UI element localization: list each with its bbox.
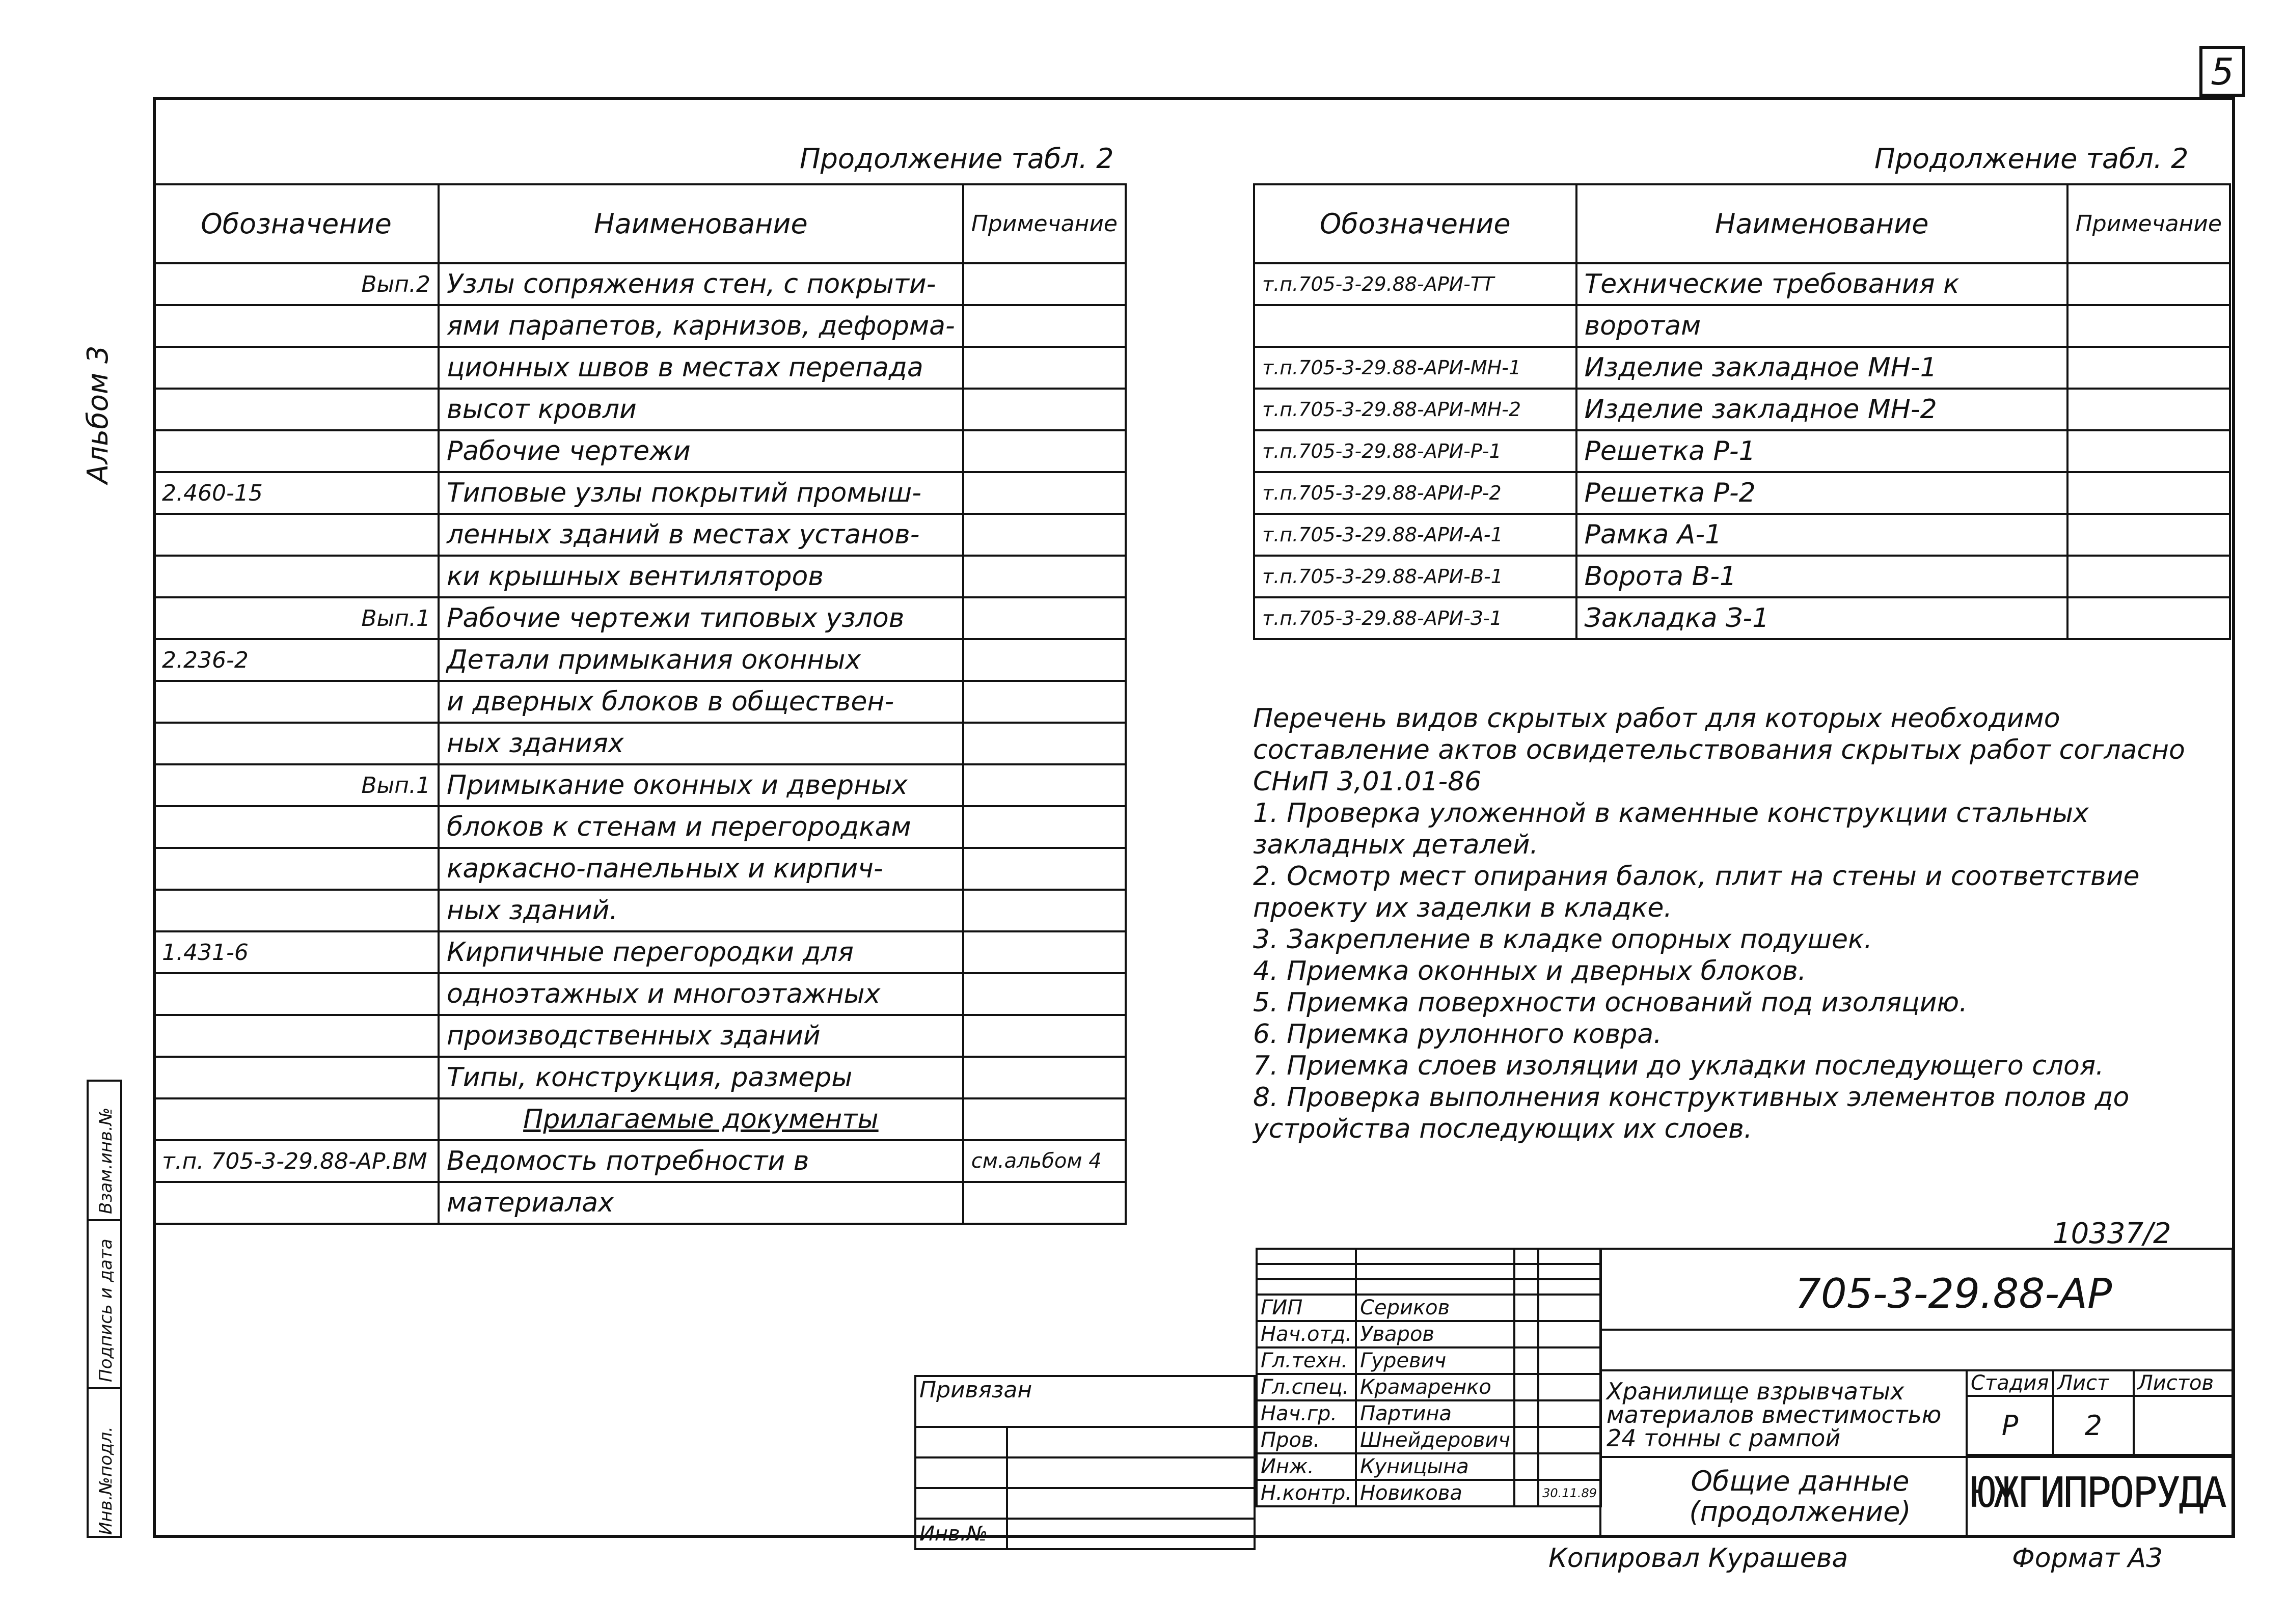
notes-item: 4. Приемка оконных и дверных блоков. <box>1253 956 1807 986</box>
name-cell: Изделие закладное МН-1 <box>1576 347 2067 389</box>
staff-row <box>1257 1295 1601 1321</box>
side-label-sign: Подпись и дата <box>96 1238 116 1382</box>
staff-role: Гл.техн. <box>1257 1347 1356 1374</box>
designation-cell: 1.431-6 <box>154 931 439 973</box>
table-row <box>154 263 1126 305</box>
note-cell <box>2067 305 2230 347</box>
table-row <box>154 1182 1126 1224</box>
signature-cell <box>1514 1453 1538 1480</box>
table-row <box>154 556 1126 597</box>
designation-cell <box>154 1015 439 1057</box>
staff-role: ГИП <box>1257 1295 1356 1321</box>
staff-name: Партина <box>1356 1400 1514 1427</box>
name-cell: Прилагаемые документы <box>439 1098 963 1140</box>
notes-item: 5. Приемка поверхности оснований под изоляцию. <box>1253 987 1968 1018</box>
page-number: 5 <box>2199 46 2245 97</box>
name-cell: Рамка А-1 <box>1576 514 2067 556</box>
designation-cell: т.п.705-3-29.88-АРИ-Р-1 <box>1254 430 1576 472</box>
note-cell <box>963 389 1126 430</box>
notes-item: 6. Приемка рулонного ковра. <box>1253 1019 1662 1050</box>
note-cell <box>963 639 1126 681</box>
designation-cell <box>154 556 439 597</box>
designation-cell: т.п.705-3-29.88-АРИ-З-1 <box>1254 597 1576 639</box>
notes-item: 3. Закрепление в кладке опорных подушек. <box>1253 924 1872 955</box>
note-cell <box>963 347 1126 389</box>
name-cell: Решетка Р-1 <box>1576 430 2067 472</box>
right-table <box>1253 183 2231 640</box>
note-cell <box>963 514 1126 556</box>
designation-cell <box>154 514 439 556</box>
designation-cell: т.п.705-3-29.88-АРИ-МН-1 <box>1254 347 1576 389</box>
name-cell: блоков к стенам и перегородкам <box>439 806 963 848</box>
col-header-designation: Обозначение <box>1254 184 1576 263</box>
date-cell <box>1538 1453 1601 1480</box>
staff-name: Гуревич <box>1356 1347 1514 1374</box>
designation-cell: Вып.2 <box>154 263 439 305</box>
staff-row <box>1257 1321 1601 1347</box>
name-cell: Ворота В-1 <box>1576 556 2067 597</box>
staff-role: Н.контр. <box>1257 1480 1356 1506</box>
table-row <box>154 472 1126 514</box>
staff-role: Инж. <box>1257 1453 1356 1480</box>
name-cell: Узлы сопряжения стен, с покрыти- <box>439 263 963 305</box>
note-cell <box>963 305 1126 347</box>
table-row <box>154 806 1126 848</box>
date-cell: 30.11.89 <box>1538 1480 1601 1506</box>
name-cell: Изделие закладное МН-2 <box>1576 389 2067 430</box>
table-row <box>154 347 1126 389</box>
table-row <box>1254 305 2230 347</box>
right-table-caption: Продолжение табл. 2 <box>1874 143 2189 175</box>
designation-cell <box>154 305 439 347</box>
designation-cell <box>154 973 439 1015</box>
sheet-header: Лист <box>2053 1370 2134 1396</box>
table-row <box>1254 430 2230 472</box>
designation-cell <box>154 430 439 472</box>
table-row <box>154 430 1126 472</box>
notes-item: 1. Проверка уложенной в каменные конструкции стальных закладных деталей. <box>1253 798 2089 860</box>
note-cell <box>2067 472 2230 514</box>
paper-format: Формат А3 <box>2012 1543 2163 1574</box>
staff-row <box>1257 1480 1601 1506</box>
table-row <box>154 1098 1126 1140</box>
name-cell: Ведомость потребности в <box>439 1140 963 1182</box>
staff-name: Сериков <box>1356 1295 1514 1321</box>
table-row <box>154 764 1126 806</box>
notes-item: 7. Приемка слоев изоляции до укладки последующего слоя. <box>1253 1051 2104 1081</box>
name-cell: ленных зданий в местах установ- <box>439 514 963 556</box>
name-cell: Детали примыкания оконных <box>439 639 963 681</box>
name-cell: ных зданиях <box>439 723 963 764</box>
designation-cell: т.п.705-3-29.88-АРИ-ТТ <box>1254 263 1576 305</box>
note-cell <box>963 472 1126 514</box>
note-cell <box>2067 514 2230 556</box>
table-row <box>1254 389 2230 430</box>
table-row <box>154 848 1126 890</box>
designation-cell <box>154 890 439 931</box>
note-cell <box>2067 556 2230 597</box>
name-cell: Решетка Р-2 <box>1576 472 2067 514</box>
name-cell: материалах <box>439 1182 963 1224</box>
sheets-value <box>2134 1396 2233 1455</box>
date-cell <box>1538 1427 1601 1453</box>
designation-cell <box>154 723 439 764</box>
note-cell <box>963 1057 1126 1098</box>
staff-name: Шнейдерович <box>1356 1427 1514 1453</box>
designation-cell <box>154 389 439 430</box>
note-cell <box>963 1015 1126 1057</box>
designation-cell: 2.236-2 <box>154 639 439 681</box>
name-cell: одноэтажных и многоэтажных <box>439 973 963 1015</box>
binding-label: Привязан <box>915 1376 1255 1427</box>
table-row <box>154 514 1126 556</box>
note-cell <box>963 1182 1126 1224</box>
staff-name: Новикова <box>1356 1480 1514 1506</box>
designation-cell: Вып.1 <box>154 597 439 639</box>
name-cell: Типовые узлы покрытий промыш- <box>439 472 963 514</box>
stage-header: Стадия <box>1967 1370 2053 1396</box>
designation-cell: т.п.705-3-29.88-АРИ-МН-2 <box>1254 389 1576 430</box>
staff-row <box>1257 1427 1601 1453</box>
note-cell <box>963 723 1126 764</box>
sheet-ref: 10337/2 <box>2053 1217 2171 1250</box>
left-table-caption: Продолжение табл. 2 <box>800 143 1114 175</box>
staff-role: Нач.отд. <box>1257 1321 1356 1347</box>
table-row <box>154 305 1126 347</box>
table-row <box>154 389 1126 430</box>
note-cell <box>963 890 1126 931</box>
table-row <box>154 1140 1126 1182</box>
sheets-header: Листов <box>2134 1370 2233 1396</box>
name-cell: Типы, конструкция, размеры <box>439 1057 963 1098</box>
sheet-info <box>1966 1369 2234 1456</box>
name-cell: высот кровли <box>439 389 963 430</box>
table-row <box>1254 556 2230 597</box>
table-row <box>1254 514 2230 556</box>
table-row <box>154 890 1126 931</box>
designation-cell: т.п.705-3-29.88-АРИ-Р-2 <box>1254 472 1576 514</box>
copied-by: Копировал Курашева <box>1548 1543 1848 1574</box>
designation-cell <box>154 848 439 890</box>
name-cell: воротам <box>1576 305 2067 347</box>
designation-cell: т.п. 705-3-29.88-АР.ВМ <box>154 1140 439 1182</box>
note-cell <box>963 973 1126 1015</box>
col-header-note: Примечание <box>963 184 1126 263</box>
note-cell <box>2067 430 2230 472</box>
note-cell <box>963 597 1126 639</box>
signature-cell <box>1514 1374 1538 1400</box>
date-cell <box>1538 1295 1601 1321</box>
staff-row <box>1257 1347 1601 1374</box>
name-cell: ями парапетов, карнизов, деформа- <box>439 305 963 347</box>
designation-cell <box>154 681 439 723</box>
name-cell: ных зданий. <box>439 890 963 931</box>
table-row <box>154 723 1126 764</box>
designation-cell: т.п.705-3-29.88-АРИ-А-1 <box>1254 514 1576 556</box>
table-row <box>1254 263 2230 305</box>
table-row <box>154 973 1126 1015</box>
signature-cell <box>1514 1347 1538 1374</box>
date-cell <box>1538 1374 1601 1400</box>
date-cell <box>1538 1347 1601 1374</box>
inv-label: Инв.№ <box>915 1519 1007 1549</box>
left-table <box>153 183 1127 1225</box>
signature-cell <box>1514 1427 1538 1453</box>
notes-intro: Перечень видов скрытых работ для которых необходимо составление актов освидетельствования скрытых работ согласно СНиП 3,01.01-86 <box>1253 703 2185 797</box>
signature-cell <box>1514 1400 1538 1427</box>
note-cell: см.альбом 4 <box>963 1140 1126 1182</box>
title-block <box>1599 1248 2234 1538</box>
name-cell: каркасно-панельных и кирпич- <box>439 848 963 890</box>
note-cell <box>963 263 1126 305</box>
name-cell: ки крышных вентиляторов <box>439 556 963 597</box>
staff-role: Нач.гр. <box>1257 1400 1356 1427</box>
stage-value: Р <box>1967 1396 2053 1455</box>
name-cell: Рабочие чертежи <box>439 430 963 472</box>
staff-row <box>1257 1453 1601 1480</box>
note-cell <box>2067 263 2230 305</box>
binding-block <box>914 1375 1256 1550</box>
signature-cell <box>1514 1480 1538 1506</box>
side-label-inv: Инв.№подл. <box>96 1426 116 1535</box>
table-row <box>154 931 1126 973</box>
name-cell: Технические требования к <box>1576 263 2067 305</box>
staff-role: Гл.спец. <box>1257 1374 1356 1400</box>
designation-cell <box>154 1098 439 1140</box>
designation-cell <box>154 806 439 848</box>
sheet-value: 2 <box>2053 1396 2134 1455</box>
sheet-title: Общие данные (продолжение) <box>1689 1465 1911 1528</box>
staff-name: Крамаренко <box>1356 1374 1514 1400</box>
note-cell <box>2067 389 2230 430</box>
note-cell <box>963 430 1126 472</box>
col-header-name: Наименование <box>439 184 963 263</box>
project-title: Хранилище взрывчатых материалов вместимостью 24 тонны с рампой <box>1607 1378 1942 1452</box>
hidden-works-list <box>1253 703 2200 1145</box>
date-cell <box>1538 1321 1601 1347</box>
signature-cell <box>1514 1321 1538 1347</box>
table-row <box>1254 472 2230 514</box>
col-header-name: Наименование <box>1576 184 2067 263</box>
name-cell: Закладка З-1 <box>1576 597 2067 639</box>
note-cell <box>963 764 1126 806</box>
note-cell <box>2067 597 2230 639</box>
side-label-replace: Взам.инв.№ <box>96 1107 116 1214</box>
staff-name: Куницына <box>1356 1453 1514 1480</box>
staff-row <box>1257 1400 1601 1427</box>
name-cell: производственных зданий <box>439 1015 963 1057</box>
signature-cell <box>1514 1295 1538 1321</box>
album-label: Альбом 3 <box>81 345 115 484</box>
designation-cell <box>154 1057 439 1098</box>
signatures-block <box>1256 1248 1602 1507</box>
table-row <box>1254 597 2230 639</box>
table-row <box>154 1057 1126 1098</box>
table-row <box>154 681 1126 723</box>
name-cell: ционных швов в местах перепада <box>439 347 963 389</box>
col-header-designation: Обозначение <box>154 184 439 263</box>
note-cell <box>2067 347 2230 389</box>
table-row <box>154 1015 1126 1057</box>
doc-code: 705-3-29.88-АР <box>1795 1270 2112 1317</box>
table-row <box>154 639 1126 681</box>
note-cell <box>963 931 1126 973</box>
designation-cell: Вып.1 <box>154 764 439 806</box>
designation-cell: 2.460-15 <box>154 472 439 514</box>
staff-name: Уваров <box>1356 1321 1514 1347</box>
designation-cell <box>154 1182 439 1224</box>
date-cell <box>1538 1400 1601 1427</box>
designation-cell: т.п.705-3-29.88-АРИ-В-1 <box>1254 556 1576 597</box>
designation-cell <box>1254 305 1576 347</box>
name-cell: Рабочие чертежи типовых узлов <box>439 597 963 639</box>
staff-row <box>1257 1374 1601 1400</box>
name-cell: и дверных блоков в обществен- <box>439 681 963 723</box>
org-name: ЮЖГИПРОРУДА <box>1971 1469 2225 1517</box>
side-stamp <box>87 1080 122 1538</box>
note-cell <box>963 806 1126 848</box>
note-cell <box>963 848 1126 890</box>
notes-item: 8. Проверка выполнения конструктивных элементов полов до устройства последующих их слоев. <box>1253 1082 2130 1144</box>
note-cell <box>963 556 1126 597</box>
name-cell: Примыкание оконных и дверных <box>439 764 963 806</box>
staff-role: Пров. <box>1257 1427 1356 1453</box>
table-row <box>154 597 1126 639</box>
designation-cell <box>154 347 439 389</box>
note-cell <box>963 1098 1126 1140</box>
col-header-note: Примечание <box>2067 184 2230 263</box>
notes-item: 2. Осмотр мест опирания балок, плит на стены и соответствие проекту их заделки в кладке. <box>1253 861 2140 923</box>
table-row <box>1254 347 2230 389</box>
note-cell <box>963 681 1126 723</box>
name-cell: Кирпичные перегородки для <box>439 931 963 973</box>
